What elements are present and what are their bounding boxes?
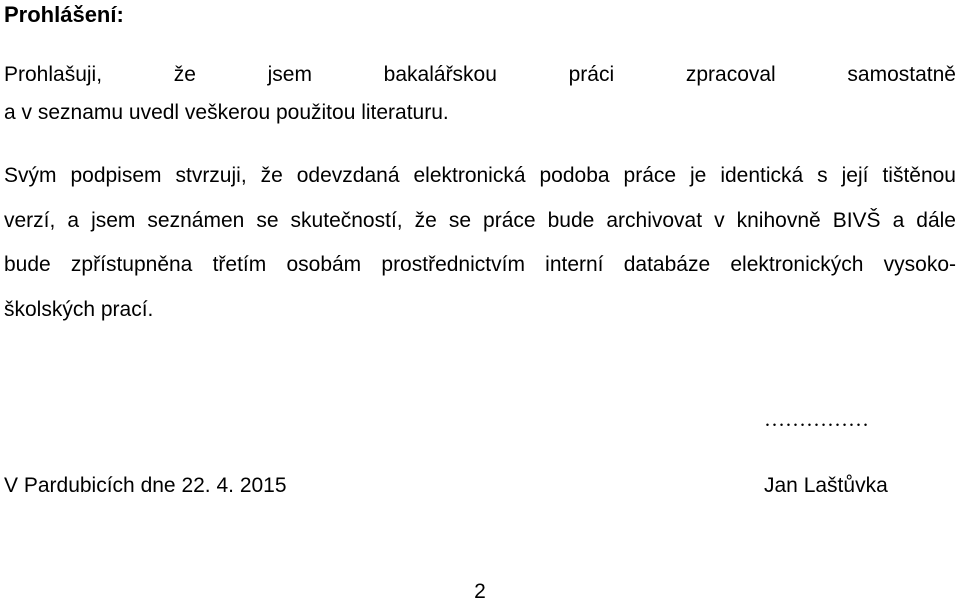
signature-line: …………… xyxy=(764,407,869,431)
consent-line: verzí, a jsem seznámen se skutečností, že se práce bude archivovat v knihovně BIVŠ a dále xyxy=(4,208,956,232)
page-number: 2 xyxy=(474,580,486,603)
declaration-line: a v seznamu uvedl veškerou použitou literaturu. xyxy=(4,101,449,124)
author-name: Jan Laštůvka xyxy=(764,474,888,497)
consent-line: školských prací. xyxy=(4,297,154,321)
consent-line: Svým podpisem stvrzuji, že odevzdaná elektronická podoba práce je identická s její tištěnou xyxy=(4,164,956,187)
consent-paragraph xyxy=(4,154,956,332)
consent-line: bude zpřístupněna třetím osobám prostřednictvím interní databáze elektronických vysoko- xyxy=(4,253,956,276)
declaration-paragraph xyxy=(4,56,956,132)
declaration-line: Prohlašuji, že jsem bakalářskou práci zpracoval samostatně xyxy=(4,63,956,86)
page-heading: Prohlášení: xyxy=(4,2,124,27)
place-and-date: V Pardubicích dne 22. 4. 2015 xyxy=(4,474,287,497)
